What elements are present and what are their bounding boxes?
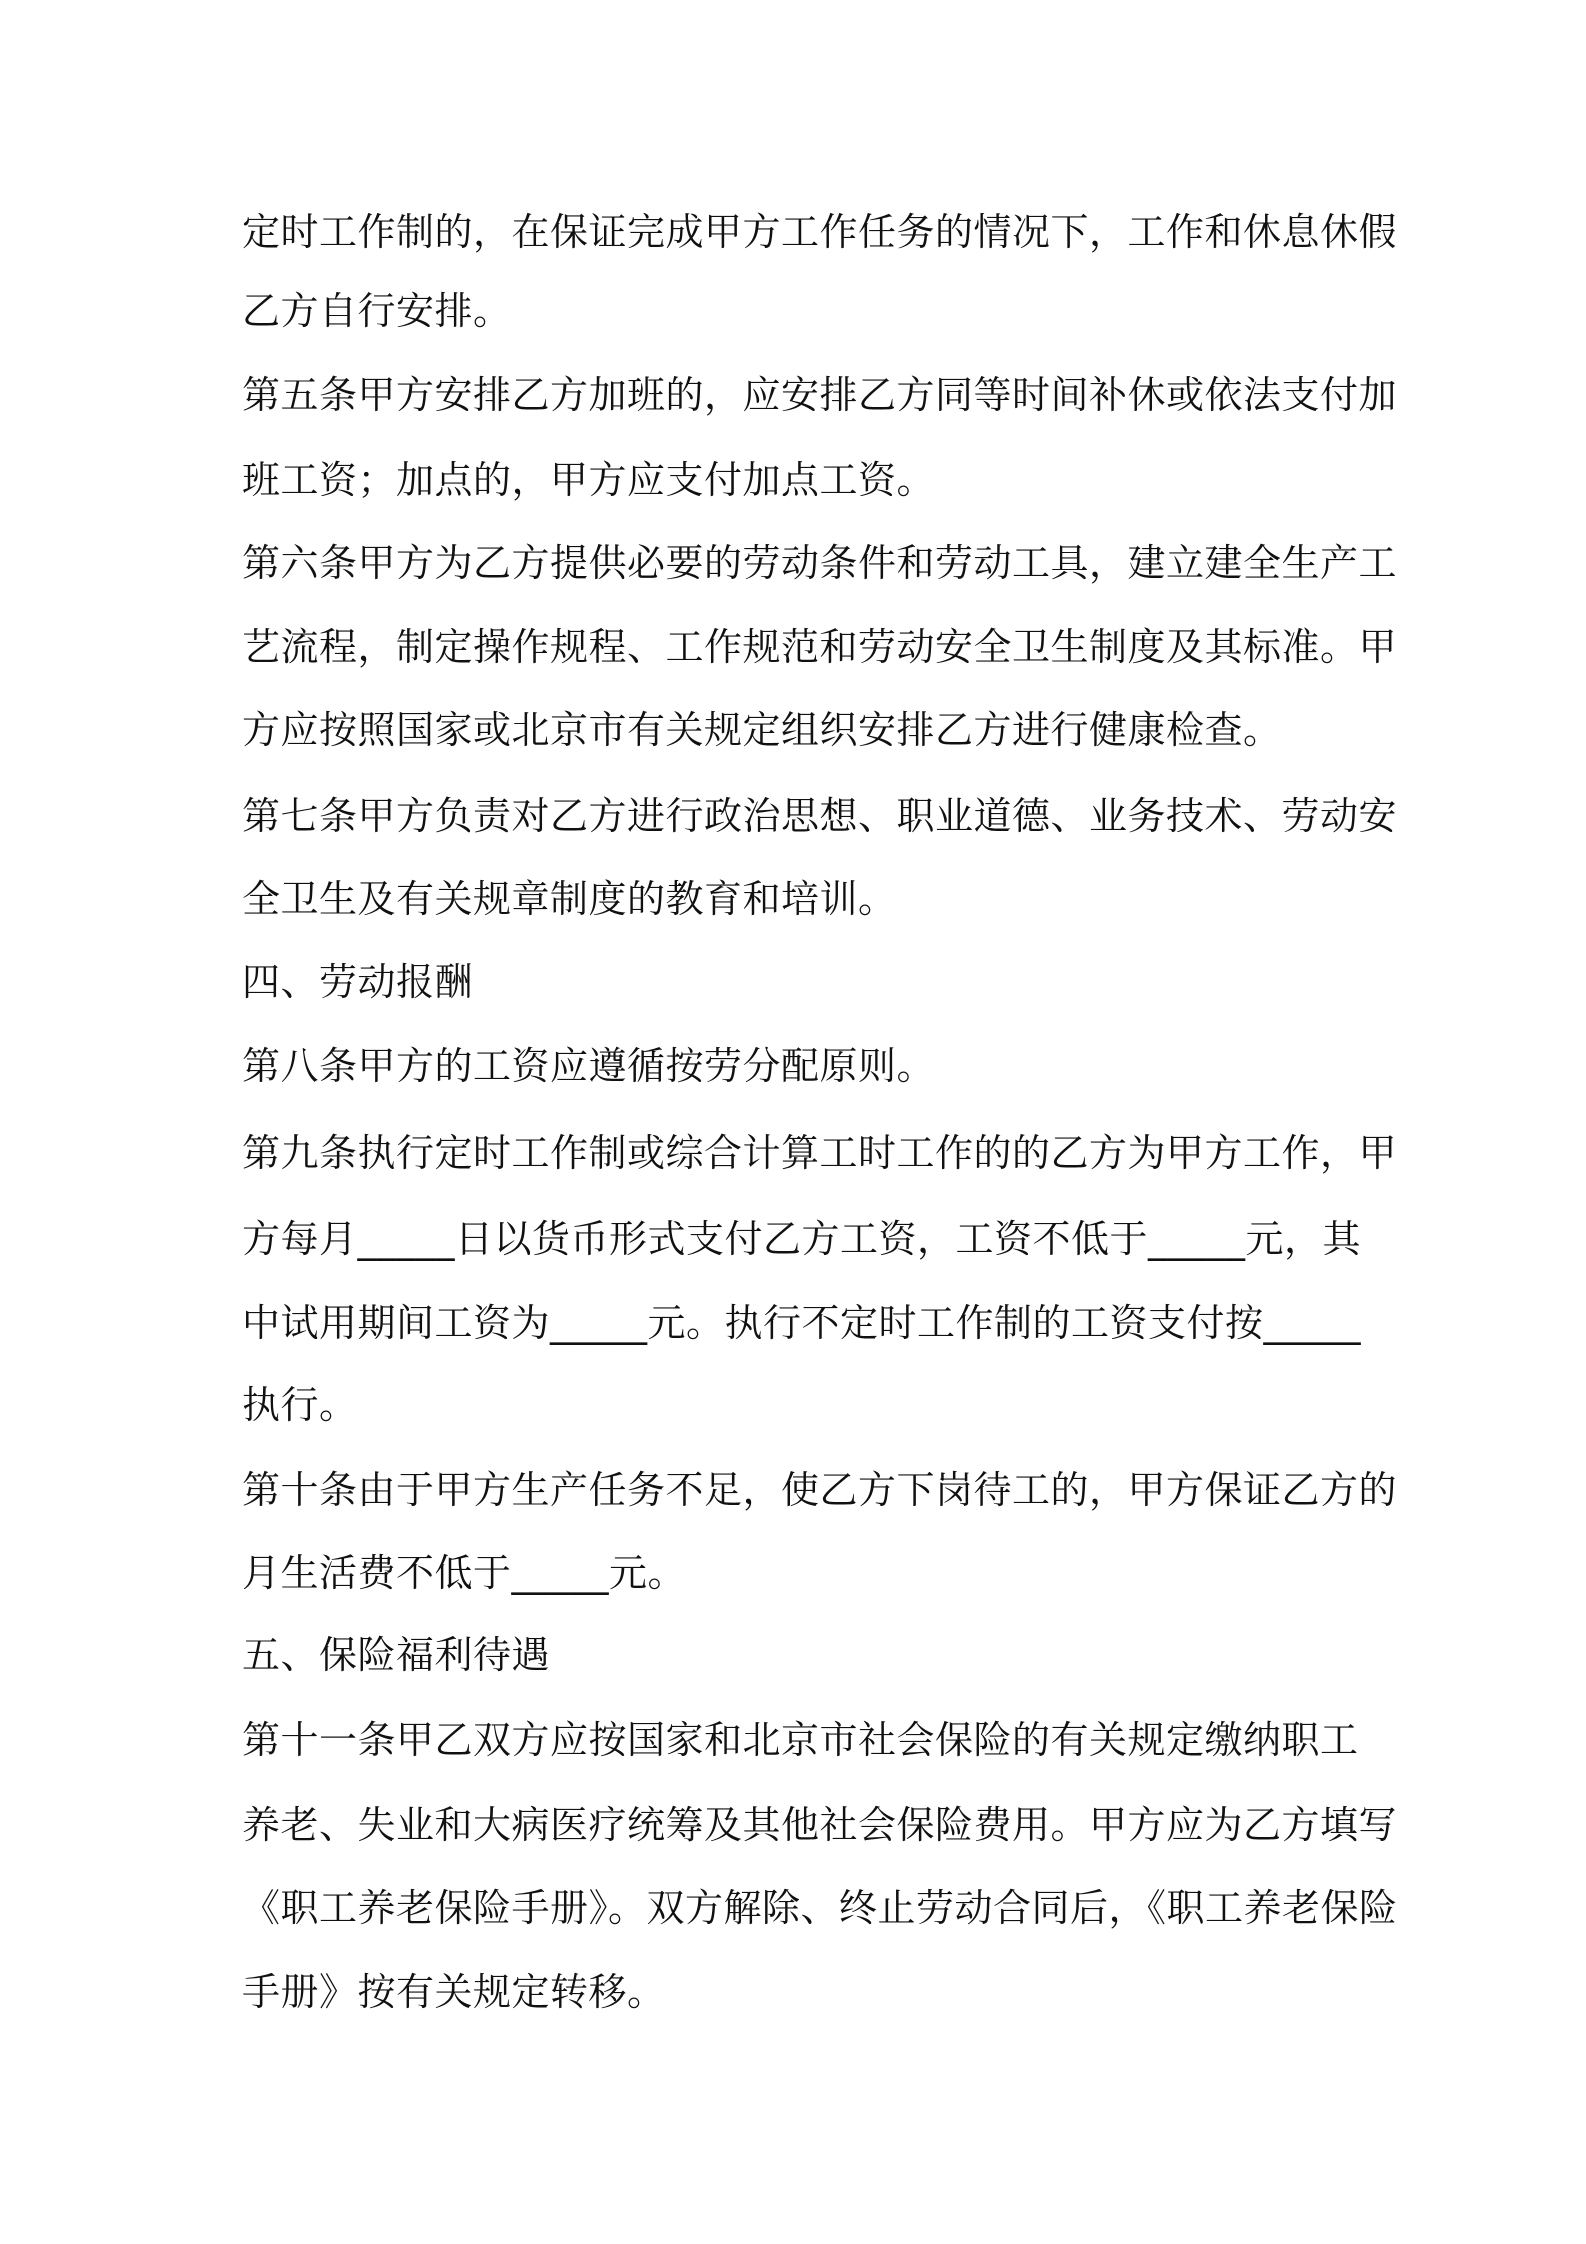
text-line-16: 第十条由于甲方生产任务不足，使乙方下岗待工的，甲方保证乙方的 bbox=[242, 1468, 1398, 1512]
text-line-2: 乙方自行安排。 bbox=[242, 289, 512, 333]
text-line-22: 手册》按有关规定转移。 bbox=[242, 1970, 666, 2014]
text-line-7: 方应按照国家或北京市有关规定组织安排乙方进行健康检查。 bbox=[242, 708, 1282, 752]
text-line-13: 方每月_____日以货币形式支付乙方工资，工资不低于_____元，其 bbox=[242, 1217, 1362, 1261]
text-line-5: 第六条甲方为乙方提供必要的劳动条件和劳动工具，建立建全生产工 bbox=[242, 541, 1398, 585]
text-line-15: 执行。 bbox=[242, 1383, 358, 1427]
text-line-11: 第八条甲方的工资应遵循按劳分配原则。 bbox=[242, 1044, 936, 1088]
section-heading-labor-pay: 四、劳动报酬 bbox=[242, 960, 474, 1004]
text-line-6: 艺流程，制定操作规程、工作规范和劳动安全卫生制度及其标准。甲 bbox=[242, 625, 1398, 669]
text-line-14: 中试用期间工资为_____元。执行不定时工作制的工资支付按_____ bbox=[242, 1301, 1362, 1345]
text-line-1: 定时工作制的，在保证完成甲方工作任务的情况下，工作和休息休假 bbox=[242, 210, 1398, 254]
text-line-3: 第五条甲方安排乙方加班的，应安排乙方同等时间补休或依法支付加 bbox=[242, 373, 1398, 417]
text-line-19: 第十一条甲乙双方应按国家和北京市社会保险的有关规定缴纳职工 bbox=[242, 1718, 1359, 1762]
text-line-4: 班工资；加点的，甲方应支付加点工资。 bbox=[242, 458, 936, 502]
section-heading-insurance-welfare: 五、保险福利待遇 bbox=[242, 1633, 551, 1677]
text-line-20: 养老、失业和大病医疗统筹及其他社会保险费用。甲方应为乙方填写 bbox=[242, 1803, 1398, 1847]
text-line-21: 《职工养老保险手册》。双方解除、终止劳动合同后，《职工养老保险 bbox=[242, 1886, 1398, 1930]
text-line-8: 第七条甲方负责对乙方进行政治思想、职业道德、业务技术、劳动安 bbox=[242, 794, 1398, 838]
text-line-17: 月生活费不低于_____元。 bbox=[242, 1551, 687, 1595]
text-line-9: 全卫生及有关规章制度的教育和培训。 bbox=[242, 877, 897, 921]
text-line-12: 第九条执行定时工作制或综合计算工时工作的的乙方为甲方工作，甲 bbox=[242, 1131, 1398, 1175]
